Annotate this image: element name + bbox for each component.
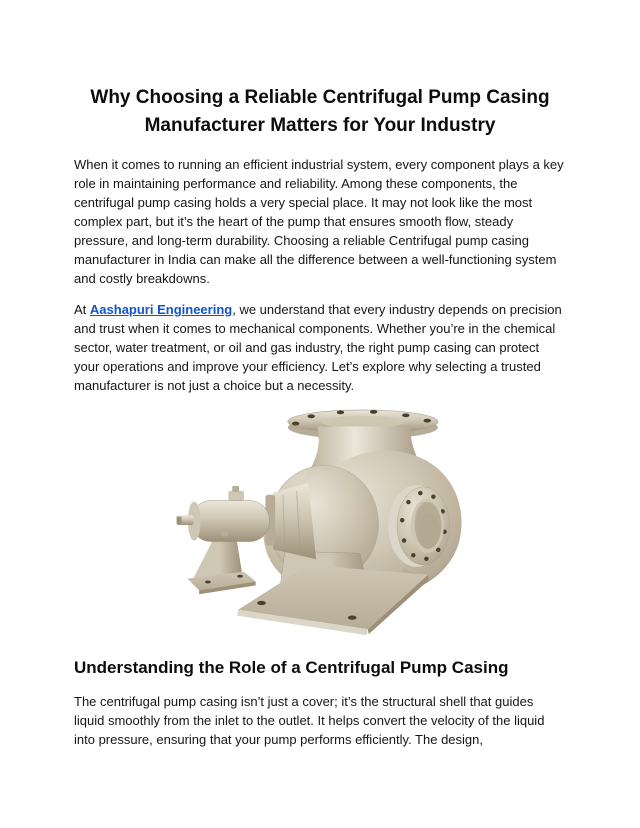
aashapuri-engineering-link[interactable]: Aashapuri Engineering (89, 302, 233, 317)
paragraph-role: The centrifugal pump casing isn’t just a cover; it’s the structural shell that guides liquid smoothly from the inlet to the outlet. It helps convert the velocity of the liquid into pressure, ensuring that your pump performs efficiently. The design, (74, 694, 545, 747)
discharge-flange (388, 485, 449, 567)
paragraph-about (74, 300, 566, 395)
paragraph-about-after: , we understand that every industry depends on precision and trust when it comes to mechanical components. Whether you’re in the chemical sector, water treatment, or oil and gas industry, the right pump casing can protect your operations and improve your efficiency. Let’s explore why selecting a trusted manufacturer is not just a choice but a necessity. (74, 302, 562, 393)
centrifugal-pump-illustration (164, 407, 476, 641)
paragraph-intro: When it comes to running an efficient industrial system, every component plays a key role in maintaining performance and reliability. Among these components, the centrifugal pump casing holds a very special place. It may not look like the most complex part, but it’s the heart of the pump that ensures smooth flow, steady pressure, and long-term durability. Choosing a reliable Centrifugal pump casing manufacturer in India can make all the difference between a well-functioning system and costly breakdowns. (74, 157, 564, 286)
support-foot (187, 537, 255, 595)
bearing-assembly (177, 483, 316, 559)
section-heading: Understanding the Role of a Centrifugal Pump Casing (74, 658, 509, 677)
page-title: Why Choosing a Reliable Centrifugal Pump Casing Manufacturer Matters for Your Industry (90, 87, 550, 136)
pump-image[interactable] (164, 407, 476, 641)
paragraph-about-before: At (74, 302, 90, 317)
base-plate (237, 565, 428, 635)
